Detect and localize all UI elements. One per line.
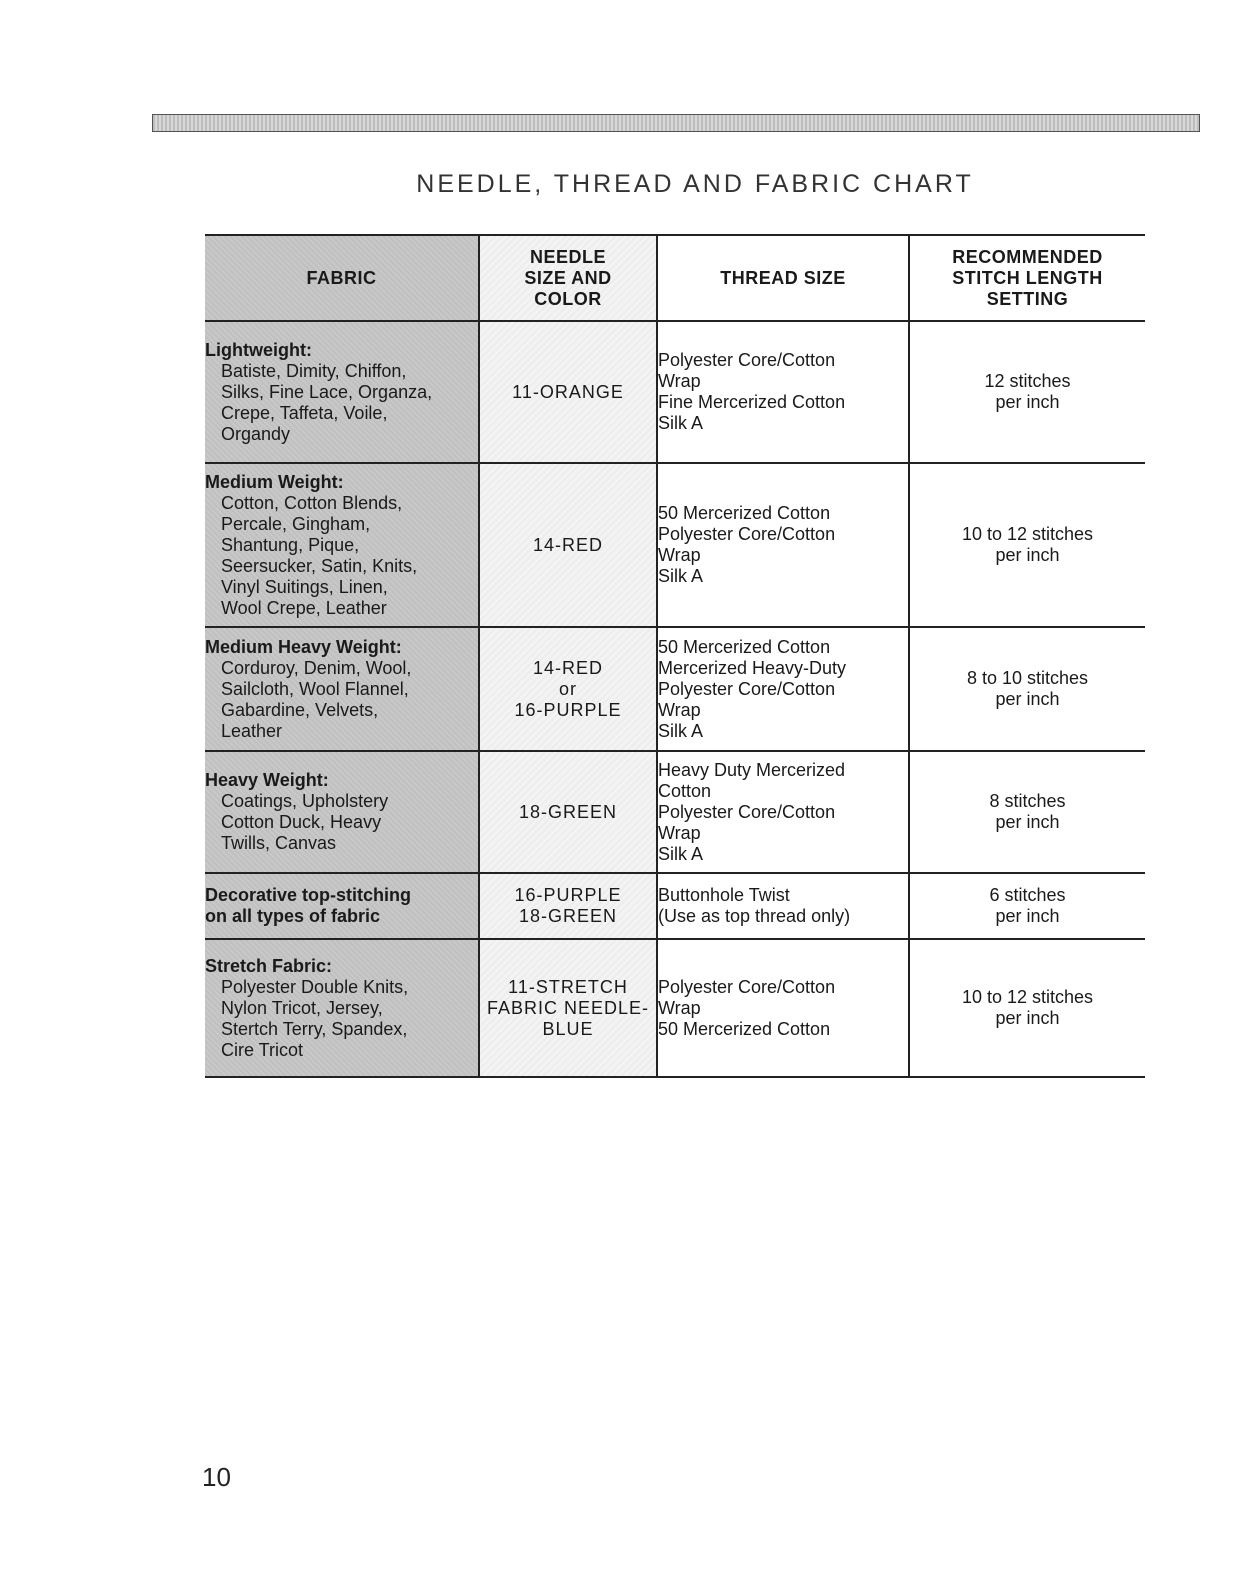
fabric-category: Medium Heavy Weight: [205, 636, 402, 657]
table-row [205, 463, 1145, 627]
fabric-cell [205, 939, 479, 1077]
thread-cell: Polyester Core/Cotton Wrap Fine Mercerized Cotton Silk A [657, 321, 909, 463]
fabric-cell [205, 321, 479, 463]
fabric-cell [205, 463, 479, 627]
table-row [205, 939, 1145, 1077]
fabric-category: Medium Weight: [205, 471, 344, 492]
thread-cell: 50 Mercerized Cotton Mercerized Heavy-Duty Polyester Core/Cotton Wrap Silk A [657, 627, 909, 751]
table-row [205, 321, 1145, 463]
header-stitch: RECOMMENDED STITCH LENGTH SETTING [952, 246, 1103, 309]
stitch-cell: 10 to 12 stitches per inch [961, 987, 1094, 1028]
fabric-list: Corduroy, Denim, Wool, Sailcloth, Wool Flannel, Gabardine, Velvets, Leather [221, 657, 412, 741]
fabric-category: Lightweight: [205, 339, 312, 360]
header-thread: THREAD SIZE [657, 235, 909, 321]
fabric-cell [205, 627, 479, 751]
decorative-header-bar [152, 114, 1200, 132]
stitch-cell: 6 stitches per inch [989, 885, 1066, 926]
fabric-list: Batiste, Dimity, Chiffon, Silks, Fine Lace, Organza, Crepe, Taffeta, Voile, Organdy [221, 360, 433, 444]
thread-cell: 50 Mercerized Cotton Polyester Core/Cotton Wrap Silk A [657, 463, 909, 627]
stitch-cell: 8 to 10 stitches per inch [966, 668, 1089, 709]
table-row [205, 627, 1145, 751]
chart-title: NEEDLE, THREAD AND FABRIC CHART [416, 170, 974, 198]
header-needle: NEEDLE SIZE AND COLOR [479, 235, 657, 321]
fabric-category: Decorative top-stitching on all types of fabric [205, 885, 412, 926]
stitch-cell: 12 stitches per inch [984, 371, 1071, 412]
needle-cell: 11-STRETCH FABRIC NEEDLE- BLUE [479, 939, 657, 1077]
fabric-list: Cotton, Cotton Blends, Percale, Gingham, Shantung, Pique, Seersucker, Satin, Knits, Vinyl Suitings, Linen, Wool Crepe, Leather [221, 492, 418, 618]
needle-cell: 11-ORANGE [479, 321, 657, 463]
fabric-cell [205, 751, 479, 873]
thread-cell: Heavy Duty Mercerized Cotton Polyester Core/Cotton Wrap Silk A [657, 751, 909, 873]
thread-cell: Polyester Core/Cotton Wrap 50 Mercerized Cotton [657, 939, 909, 1077]
needle-cell: 14-RED or 16-PURPLE [479, 627, 657, 751]
stitch-cell: 8 stitches per inch [989, 791, 1066, 832]
needle-cell: 14-RED [479, 463, 657, 627]
thread-cell: Buttonhole Twist (Use as top thread only) [657, 873, 909, 939]
fabric-category: Heavy Weight: [205, 770, 329, 790]
table-row [205, 873, 1145, 939]
page-number: 10 [202, 1462, 231, 1492]
stitch-cell: 10 to 12 stitches per inch [961, 524, 1094, 565]
needle-cell: 16-PURPLE 18-GREEN [479, 873, 657, 939]
table-row [205, 751, 1145, 873]
fabric-list: Coatings, Upholstery Cotton Duck, Heavy Twills, Canvas [221, 791, 389, 853]
fabric-list: Polyester Double Knits, Nylon Tricot, Jersey, Stertch Terry, Spandex, Cire Tricot [221, 976, 409, 1060]
header-fabric: FABRIC [205, 235, 479, 321]
fabric-category: Stretch Fabric: [205, 955, 333, 976]
needle-thread-fabric-table [205, 234, 1145, 1078]
table-header-row [205, 235, 1145, 321]
fabric-cell [205, 873, 479, 939]
needle-cell: 18-GREEN [479, 751, 657, 873]
